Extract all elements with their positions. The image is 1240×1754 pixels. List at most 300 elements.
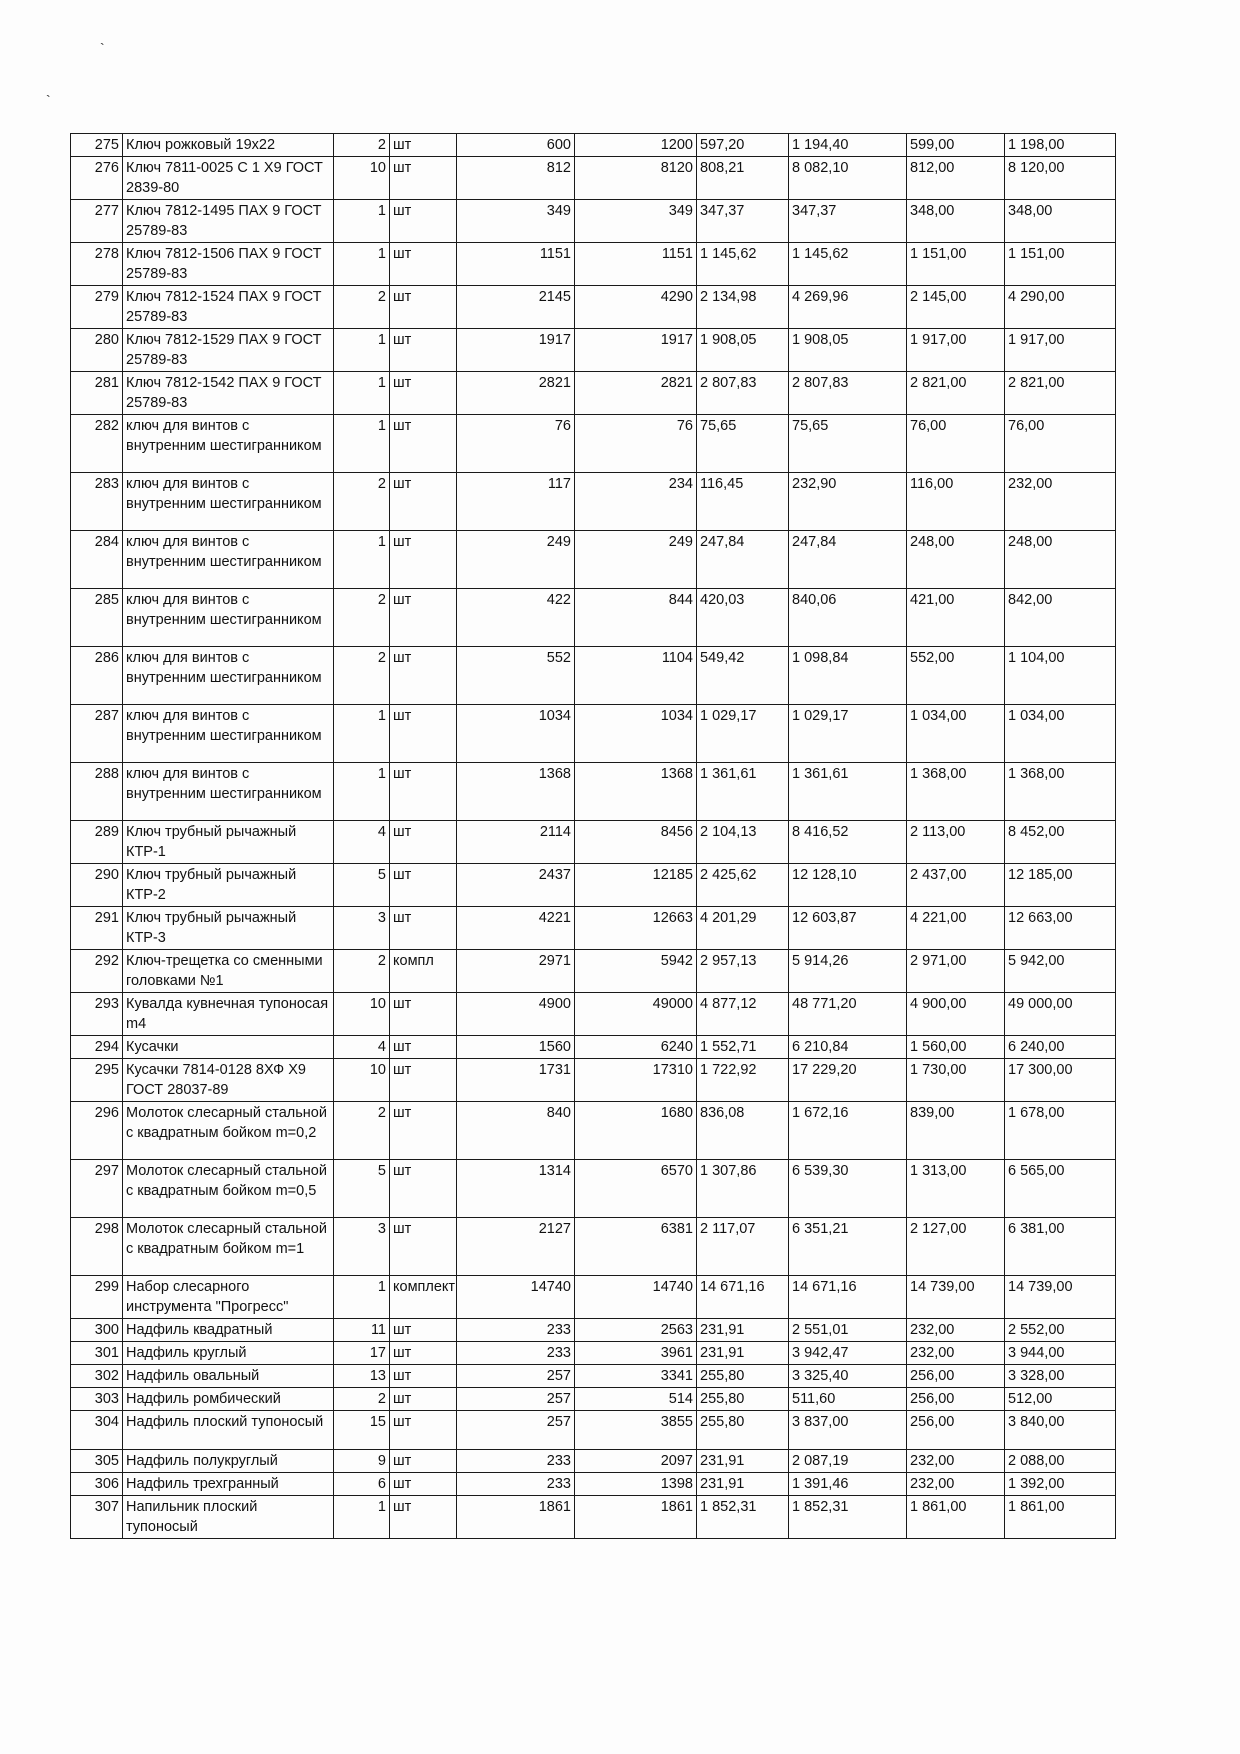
row-number: 286 xyxy=(71,647,123,705)
item-name: ключ для винтов с внутренним шестигранником xyxy=(123,589,334,647)
row-number: 276 xyxy=(71,157,123,200)
price-3: 1 313,00 xyxy=(907,1160,1005,1218)
price-2: 2 807,83 xyxy=(697,372,789,415)
price-2: 1 908,05 xyxy=(697,329,789,372)
sum-2: 3 837,00 xyxy=(789,1411,907,1450)
sum-2: 8 082,10 xyxy=(789,157,907,200)
price-3: 1 151,00 xyxy=(907,243,1005,286)
sum-2: 2 551,01 xyxy=(789,1319,907,1342)
item-quantity: 1 xyxy=(334,200,390,243)
sum-2: 17 229,20 xyxy=(789,1059,907,1102)
row-number: 279 xyxy=(71,286,123,329)
table-row xyxy=(71,1102,1116,1160)
price-2: 1 361,61 xyxy=(697,763,789,821)
price-1: 233 xyxy=(457,1319,575,1342)
item-unit: шт xyxy=(390,329,457,372)
sum-3: 12 663,00 xyxy=(1005,907,1116,950)
sum-3: 842,00 xyxy=(1005,589,1116,647)
item-unit: шт xyxy=(390,531,457,589)
sum-2: 840,06 xyxy=(789,589,907,647)
item-name: Молоток слесарный стальной с квадратным бойком m=0,5 xyxy=(123,1160,334,1218)
price-1: 249 xyxy=(457,531,575,589)
item-unit: шт xyxy=(390,243,457,286)
price-3: 4 900,00 xyxy=(907,993,1005,1036)
price-2: 4 201,29 xyxy=(697,907,789,950)
sum-1: 14740 xyxy=(575,1276,697,1319)
sum-1: 2097 xyxy=(575,1450,697,1473)
item-name: Кувалда кувнечная тупоносая m4 xyxy=(123,993,334,1036)
table-row xyxy=(71,821,1116,864)
item-quantity: 9 xyxy=(334,1450,390,1473)
sum-2: 247,84 xyxy=(789,531,907,589)
item-quantity: 10 xyxy=(334,157,390,200)
sum-1: 2821 xyxy=(575,372,697,415)
item-quantity: 5 xyxy=(334,1160,390,1218)
item-name: Ключ рожковый 19х22 xyxy=(123,134,334,157)
item-quantity: 2 xyxy=(334,647,390,705)
item-name: Надфиль полукруглый xyxy=(123,1450,334,1473)
table-row xyxy=(71,415,1116,473)
row-number: 305 xyxy=(71,1450,123,1473)
price-3: 2 821,00 xyxy=(907,372,1005,415)
table-row xyxy=(71,907,1116,950)
sum-1: 6381 xyxy=(575,1218,697,1276)
price-2: 597,20 xyxy=(697,134,789,157)
price-1: 2114 xyxy=(457,821,575,864)
item-name: Надфиль круглый xyxy=(123,1342,334,1365)
sum-2: 347,37 xyxy=(789,200,907,243)
row-number: 291 xyxy=(71,907,123,950)
sum-1: 249 xyxy=(575,531,697,589)
price-1: 2437 xyxy=(457,864,575,907)
item-name: Ключ-трещетка со сменными головками №1 xyxy=(123,950,334,993)
sum-2: 12 128,10 xyxy=(789,864,907,907)
item-quantity: 1 xyxy=(334,329,390,372)
sum-3: 6 240,00 xyxy=(1005,1036,1116,1059)
price-3: 232,00 xyxy=(907,1473,1005,1496)
table-row xyxy=(71,1160,1116,1218)
price-3: 256,00 xyxy=(907,1388,1005,1411)
item-unit: шт xyxy=(390,200,457,243)
table-row xyxy=(71,134,1116,157)
price-2: 231,91 xyxy=(697,1450,789,1473)
sum-2: 1 194,40 xyxy=(789,134,907,157)
price-2: 808,21 xyxy=(697,157,789,200)
sum-2: 232,90 xyxy=(789,473,907,531)
price-3: 248,00 xyxy=(907,531,1005,589)
price-2: 2 104,13 xyxy=(697,821,789,864)
sum-3: 76,00 xyxy=(1005,415,1116,473)
item-unit: компл xyxy=(390,950,457,993)
price-1: 233 xyxy=(457,1450,575,1473)
sum-2: 6 351,21 xyxy=(789,1218,907,1276)
sum-1: 1398 xyxy=(575,1473,697,1496)
sum-3: 2 552,00 xyxy=(1005,1319,1116,1342)
table-row xyxy=(71,1276,1116,1319)
sum-1: 234 xyxy=(575,473,697,531)
item-quantity: 2 xyxy=(334,950,390,993)
sum-2: 1 029,17 xyxy=(789,705,907,763)
sum-1: 1680 xyxy=(575,1102,697,1160)
table-row xyxy=(71,200,1116,243)
sum-3: 232,00 xyxy=(1005,473,1116,531)
sum-2: 12 603,87 xyxy=(789,907,907,950)
table-row xyxy=(71,1450,1116,1473)
item-unit: комплект xyxy=(390,1276,457,1319)
row-number: 288 xyxy=(71,763,123,821)
sum-2: 6 539,30 xyxy=(789,1160,907,1218)
sum-2: 1 852,31 xyxy=(789,1496,907,1539)
row-number: 275 xyxy=(71,134,123,157)
row-number: 303 xyxy=(71,1388,123,1411)
sum-3: 17 300,00 xyxy=(1005,1059,1116,1102)
row-number: 284 xyxy=(71,531,123,589)
price-1: 1731 xyxy=(457,1059,575,1102)
sum-2: 8 416,52 xyxy=(789,821,907,864)
item-name: ключ для винтов с внутренним шестигранником xyxy=(123,647,334,705)
table-row xyxy=(71,473,1116,531)
item-quantity: 4 xyxy=(334,1036,390,1059)
inventory-table xyxy=(70,133,1116,1539)
price-3: 2 145,00 xyxy=(907,286,1005,329)
row-number: 300 xyxy=(71,1319,123,1342)
price-2: 2 425,62 xyxy=(697,864,789,907)
price-3: 2 437,00 xyxy=(907,864,1005,907)
sum-3: 14 739,00 xyxy=(1005,1276,1116,1319)
item-unit: шт xyxy=(390,1496,457,1539)
row-number: 294 xyxy=(71,1036,123,1059)
sum-2: 5 914,26 xyxy=(789,950,907,993)
table-row xyxy=(71,589,1116,647)
row-number: 277 xyxy=(71,200,123,243)
price-1: 1560 xyxy=(457,1036,575,1059)
item-unit: шт xyxy=(390,157,457,200)
row-number: 282 xyxy=(71,415,123,473)
price-1: 840 xyxy=(457,1102,575,1160)
price-2: 1 722,92 xyxy=(697,1059,789,1102)
item-unit: шт xyxy=(390,286,457,329)
sum-1: 514 xyxy=(575,1388,697,1411)
price-3: 1 730,00 xyxy=(907,1059,1005,1102)
item-quantity: 4 xyxy=(334,821,390,864)
price-3: 1 917,00 xyxy=(907,329,1005,372)
item-quantity: 1 xyxy=(334,243,390,286)
sum-2: 2 807,83 xyxy=(789,372,907,415)
sum-3: 512,00 xyxy=(1005,1388,1116,1411)
sum-2: 1 672,16 xyxy=(789,1102,907,1160)
item-name: Кусачки xyxy=(123,1036,334,1059)
sum-2: 48 771,20 xyxy=(789,993,907,1036)
price-1: 257 xyxy=(457,1365,575,1388)
table-row xyxy=(71,1473,1116,1496)
item-name: Ключ 7812-1542 ПАХ 9 ГОСТ 25789-83 xyxy=(123,372,334,415)
price-1: 117 xyxy=(457,473,575,531)
table-row xyxy=(71,1319,1116,1342)
item-unit: шт xyxy=(390,1411,457,1450)
item-unit: шт xyxy=(390,1218,457,1276)
sum-3: 3 944,00 xyxy=(1005,1342,1116,1365)
price-3: 839,00 xyxy=(907,1102,1005,1160)
sum-1: 76 xyxy=(575,415,697,473)
item-unit: шт xyxy=(390,647,457,705)
sum-1: 6570 xyxy=(575,1160,697,1218)
item-unit: шт xyxy=(390,1059,457,1102)
table-row xyxy=(71,1059,1116,1102)
row-number: 302 xyxy=(71,1365,123,1388)
price-3: 232,00 xyxy=(907,1319,1005,1342)
item-unit: шт xyxy=(390,1388,457,1411)
table-row xyxy=(71,372,1116,415)
item-name: ключ для винтов с внутренним шестигранником xyxy=(123,705,334,763)
sum-2: 1 361,61 xyxy=(789,763,907,821)
row-number: 292 xyxy=(71,950,123,993)
price-1: 233 xyxy=(457,1473,575,1496)
price-1: 1314 xyxy=(457,1160,575,1218)
price-1: 2127 xyxy=(457,1218,575,1276)
price-2: 4 877,12 xyxy=(697,993,789,1036)
price-2: 75,65 xyxy=(697,415,789,473)
price-1: 2971 xyxy=(457,950,575,993)
price-1: 233 xyxy=(457,1342,575,1365)
price-1: 257 xyxy=(457,1411,575,1450)
sum-1: 1151 xyxy=(575,243,697,286)
item-quantity: 1 xyxy=(334,763,390,821)
row-number: 290 xyxy=(71,864,123,907)
sum-2: 2 087,19 xyxy=(789,1450,907,1473)
sum-3: 1 861,00 xyxy=(1005,1496,1116,1539)
item-unit: шт xyxy=(390,589,457,647)
table-row xyxy=(71,763,1116,821)
sum-1: 12663 xyxy=(575,907,697,950)
row-number: 278 xyxy=(71,243,123,286)
sum-1: 1200 xyxy=(575,134,697,157)
item-quantity: 1 xyxy=(334,1496,390,1539)
row-number: 281 xyxy=(71,372,123,415)
item-name: Ключ 7812-1495 ПАХ 9 ГОСТ 25789-83 xyxy=(123,200,334,243)
price-2: 255,80 xyxy=(697,1388,789,1411)
sum-2: 1 098,84 xyxy=(789,647,907,705)
price-3: 599,00 xyxy=(907,134,1005,157)
price-3: 421,00 xyxy=(907,589,1005,647)
price-3: 232,00 xyxy=(907,1342,1005,1365)
item-quantity: 3 xyxy=(334,1218,390,1276)
table-row xyxy=(71,1496,1116,1539)
sum-3: 2 821,00 xyxy=(1005,372,1116,415)
item-quantity: 1 xyxy=(334,415,390,473)
scan-speck: ` xyxy=(46,92,51,108)
item-name: Ключ 7812-1506 ПАХ 9 ГОСТ 25789-83 xyxy=(123,243,334,286)
item-quantity: 1 xyxy=(334,531,390,589)
price-2: 420,03 xyxy=(697,589,789,647)
table-row xyxy=(71,647,1116,705)
sum-3: 2 088,00 xyxy=(1005,1450,1116,1473)
item-name: Ключ 7812-1529 ПАХ 9 ГОСТ 25789-83 xyxy=(123,329,334,372)
sum-2: 14 671,16 xyxy=(789,1276,907,1319)
table-row xyxy=(71,286,1116,329)
price-2: 549,42 xyxy=(697,647,789,705)
item-name: Надфиль ромбический xyxy=(123,1388,334,1411)
item-unit: шт xyxy=(390,134,457,157)
price-3: 116,00 xyxy=(907,473,1005,531)
sum-1: 1034 xyxy=(575,705,697,763)
item-quantity: 2 xyxy=(334,589,390,647)
price-2: 255,80 xyxy=(697,1411,789,1450)
item-name: Набор слесарного инструмента "Прогресс" xyxy=(123,1276,334,1319)
price-2: 247,84 xyxy=(697,531,789,589)
item-unit: шт xyxy=(390,1450,457,1473)
item-quantity: 17 xyxy=(334,1342,390,1365)
sum-3: 49 000,00 xyxy=(1005,993,1116,1036)
item-unit: шт xyxy=(390,415,457,473)
price-1: 2145 xyxy=(457,286,575,329)
item-quantity: 2 xyxy=(334,286,390,329)
table-row xyxy=(71,1411,1116,1450)
sum-3: 1 198,00 xyxy=(1005,134,1116,157)
sum-1: 5942 xyxy=(575,950,697,993)
sum-3: 3 328,00 xyxy=(1005,1365,1116,1388)
price-3: 1 861,00 xyxy=(907,1496,1005,1539)
sum-1: 349 xyxy=(575,200,697,243)
row-number: 287 xyxy=(71,705,123,763)
table-row xyxy=(71,157,1116,200)
sum-3: 1 678,00 xyxy=(1005,1102,1116,1160)
price-3: 256,00 xyxy=(907,1411,1005,1450)
row-number: 297 xyxy=(71,1160,123,1218)
price-2: 2 957,13 xyxy=(697,950,789,993)
item-quantity: 13 xyxy=(334,1365,390,1388)
item-name: Надфиль квадратный xyxy=(123,1319,334,1342)
item-name: Ключ 7812-1524 ПАХ 9 ГОСТ 25789-83 xyxy=(123,286,334,329)
price-2: 2 134,98 xyxy=(697,286,789,329)
price-1: 1861 xyxy=(457,1496,575,1539)
item-quantity: 1 xyxy=(334,705,390,763)
item-quantity: 10 xyxy=(334,993,390,1036)
row-number: 306 xyxy=(71,1473,123,1496)
table-row xyxy=(71,243,1116,286)
table-row xyxy=(71,1036,1116,1059)
row-number: 295 xyxy=(71,1059,123,1102)
item-unit: шт xyxy=(390,1102,457,1160)
row-number: 304 xyxy=(71,1411,123,1450)
item-name: Надфиль овальный xyxy=(123,1365,334,1388)
item-unit: шт xyxy=(390,993,457,1036)
item-quantity: 2 xyxy=(334,1102,390,1160)
sum-1: 8456 xyxy=(575,821,697,864)
sum-1: 1861 xyxy=(575,1496,697,1539)
price-1: 552 xyxy=(457,647,575,705)
item-unit: шт xyxy=(390,1342,457,1365)
item-name: Кусачки 7814-0128 8ХФ Х9 ГОСТ 28037-89 xyxy=(123,1059,334,1102)
price-2: 2 117,07 xyxy=(697,1218,789,1276)
sum-2: 6 210,84 xyxy=(789,1036,907,1059)
price-1: 812 xyxy=(457,157,575,200)
price-1: 2821 xyxy=(457,372,575,415)
item-unit: шт xyxy=(390,907,457,950)
item-name: Ключ трубный рычажный КТР-1 xyxy=(123,821,334,864)
sum-2: 511,60 xyxy=(789,1388,907,1411)
price-2: 231,91 xyxy=(697,1342,789,1365)
sum-3: 1 368,00 xyxy=(1005,763,1116,821)
item-quantity: 2 xyxy=(334,134,390,157)
price-1: 1151 xyxy=(457,243,575,286)
row-number: 283 xyxy=(71,473,123,531)
price-3: 2 127,00 xyxy=(907,1218,1005,1276)
item-name: ключ для винтов с внутренним шестигранником xyxy=(123,531,334,589)
price-3: 4 221,00 xyxy=(907,907,1005,950)
price-3: 1 560,00 xyxy=(907,1036,1005,1059)
item-unit: шт xyxy=(390,763,457,821)
price-3: 232,00 xyxy=(907,1450,1005,1473)
row-number: 301 xyxy=(71,1342,123,1365)
sum-3: 1 917,00 xyxy=(1005,329,1116,372)
price-3: 1 034,00 xyxy=(907,705,1005,763)
price-1: 349 xyxy=(457,200,575,243)
item-name: ключ для винтов с внутренним шестигранником xyxy=(123,415,334,473)
item-quantity: 1 xyxy=(334,372,390,415)
price-2: 14 671,16 xyxy=(697,1276,789,1319)
sum-1: 1368 xyxy=(575,763,697,821)
price-1: 600 xyxy=(457,134,575,157)
price-2: 1 029,17 xyxy=(697,705,789,763)
row-number: 293 xyxy=(71,993,123,1036)
sum-3: 8 452,00 xyxy=(1005,821,1116,864)
sum-2: 1 908,05 xyxy=(789,329,907,372)
sum-1: 3341 xyxy=(575,1365,697,1388)
sum-3: 12 185,00 xyxy=(1005,864,1116,907)
price-1: 1368 xyxy=(457,763,575,821)
table-row xyxy=(71,1342,1116,1365)
sum-3: 5 942,00 xyxy=(1005,950,1116,993)
sum-1: 1104 xyxy=(575,647,697,705)
sum-3: 6 381,00 xyxy=(1005,1218,1116,1276)
item-name: Ключ трубный рычажный КТР-3 xyxy=(123,907,334,950)
price-3: 552,00 xyxy=(907,647,1005,705)
row-number: 296 xyxy=(71,1102,123,1160)
item-unit: шт xyxy=(390,821,457,864)
row-number: 280 xyxy=(71,329,123,372)
sum-3: 6 565,00 xyxy=(1005,1160,1116,1218)
sum-1: 8120 xyxy=(575,157,697,200)
item-quantity: 6 xyxy=(334,1473,390,1496)
scan-speck: ` xyxy=(100,40,105,56)
row-number: 285 xyxy=(71,589,123,647)
price-1: 1034 xyxy=(457,705,575,763)
sum-3: 3 840,00 xyxy=(1005,1411,1116,1450)
item-quantity: 11 xyxy=(334,1319,390,1342)
price-3: 14 739,00 xyxy=(907,1276,1005,1319)
sum-2: 3 942,47 xyxy=(789,1342,907,1365)
item-unit: шт xyxy=(390,473,457,531)
table-body xyxy=(71,134,1116,1539)
price-1: 4221 xyxy=(457,907,575,950)
price-2: 255,80 xyxy=(697,1365,789,1388)
price-1: 14740 xyxy=(457,1276,575,1319)
price-1: 4900 xyxy=(457,993,575,1036)
table-row xyxy=(71,864,1116,907)
sum-1: 844 xyxy=(575,589,697,647)
item-quantity: 10 xyxy=(334,1059,390,1102)
sum-3: 1 104,00 xyxy=(1005,647,1116,705)
sum-2: 3 325,40 xyxy=(789,1365,907,1388)
sum-1: 49000 xyxy=(575,993,697,1036)
item-name: ключ для винтов с внутренним шестигранником xyxy=(123,763,334,821)
item-name: Напильник плоский тупоносый xyxy=(123,1496,334,1539)
price-1: 422 xyxy=(457,589,575,647)
table-row xyxy=(71,329,1116,372)
price-3: 2 971,00 xyxy=(907,950,1005,993)
price-2: 347,37 xyxy=(697,200,789,243)
price-3: 2 113,00 xyxy=(907,821,1005,864)
